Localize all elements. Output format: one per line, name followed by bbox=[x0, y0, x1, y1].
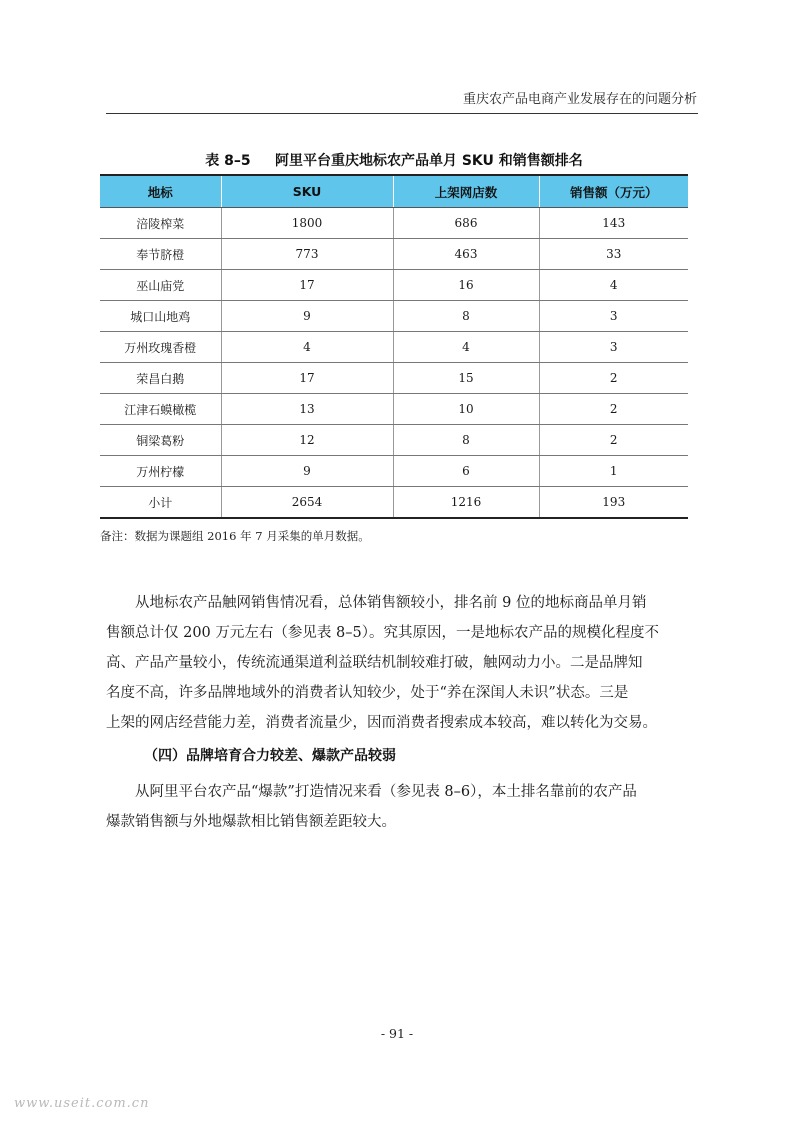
cell-sku: 4 bbox=[221, 332, 393, 363]
column-header-landmark: 地标 bbox=[100, 175, 221, 208]
table-row bbox=[100, 332, 688, 363]
cell-sales: 3 bbox=[539, 332, 688, 363]
table-row bbox=[100, 208, 688, 239]
cell-sales: 193 bbox=[539, 487, 688, 519]
paragraph-line: 爆款销售额与外地爆款相比销售额差距较大。 bbox=[106, 814, 396, 830]
section-subheading: （四）品牌培育合力较差、爆款产品较弱 bbox=[144, 748, 396, 764]
watermark-text: www.useit.com.cn bbox=[14, 1096, 150, 1111]
cell-store-count: 463 bbox=[393, 239, 539, 270]
cell-sku: 17 bbox=[221, 270, 393, 301]
cell-landmark: 小计 bbox=[100, 487, 221, 519]
cell-store-count: 16 bbox=[393, 270, 539, 301]
cell-sales: 3 bbox=[539, 301, 688, 332]
table-row bbox=[100, 270, 688, 301]
cell-landmark: 江津石蟆橄榄 bbox=[100, 394, 221, 425]
paragraph-line: 售额总计仅 200 万元左右（参见表 8–5）。究其原因，一是地标农产品的规模化程度不 bbox=[106, 625, 659, 641]
cell-store-count: 1216 bbox=[393, 487, 539, 519]
column-header-sku: SKU bbox=[221, 175, 393, 208]
table-row bbox=[100, 425, 688, 456]
table-row bbox=[100, 239, 688, 270]
cell-store-count: 10 bbox=[393, 394, 539, 425]
cell-store-count: 8 bbox=[393, 301, 539, 332]
cell-sku: 2654 bbox=[221, 487, 393, 519]
cell-sales: 2 bbox=[539, 363, 688, 394]
body-paragraph bbox=[106, 777, 698, 837]
header-divider bbox=[106, 113, 698, 114]
sku-sales-table bbox=[100, 174, 688, 519]
cell-store-count: 15 bbox=[393, 363, 539, 394]
paragraph-line: 高、产品产量较小，传统流通渠道利益联结机制较难打破，触网动力小。二是品牌知 bbox=[106, 655, 643, 671]
table-row bbox=[100, 456, 688, 487]
paragraph-line: 从地标农产品触网销售情况看，总体销售额较小，排名前 9 位的地标商品单月销 bbox=[106, 595, 647, 611]
cell-sku: 13 bbox=[221, 394, 393, 425]
cell-sku: 9 bbox=[221, 456, 393, 487]
table-total-row bbox=[100, 487, 688, 519]
cell-sales: 2 bbox=[539, 425, 688, 456]
table-caption: 表 8–5 阿里平台重庆地标农产品单月 SKU 和销售额排名 bbox=[205, 153, 583, 169]
cell-sku: 17 bbox=[221, 363, 393, 394]
table-row bbox=[100, 301, 688, 332]
cell-landmark: 奉节脐橙 bbox=[100, 239, 221, 270]
cell-sku: 1800 bbox=[221, 208, 393, 239]
cell-landmark: 万州玫瑰香橙 bbox=[100, 332, 221, 363]
page-number: - 91 - bbox=[380, 1026, 414, 1041]
cell-sales: 143 bbox=[539, 208, 688, 239]
cell-sku: 9 bbox=[221, 301, 393, 332]
cell-sku: 773 bbox=[221, 239, 393, 270]
paragraph-line: 从阿里平台农产品“爆款”打造情况来看（参见表 8–6），本土排名靠前的农产品 bbox=[106, 784, 637, 800]
column-header-store-count: 上架网店数 bbox=[393, 175, 539, 208]
column-header-sales: 销售额（万元） bbox=[539, 175, 688, 208]
cell-store-count: 6 bbox=[393, 456, 539, 487]
cell-sales: 4 bbox=[539, 270, 688, 301]
table-row bbox=[100, 394, 688, 425]
cell-landmark: 巫山庙党 bbox=[100, 270, 221, 301]
paragraph-line: 名度不高，许多品牌地域外的消费者认知较少，处于“养在深闺人未识”状态。三是 bbox=[106, 685, 629, 701]
cell-store-count: 686 bbox=[393, 208, 539, 239]
running-header-title: 重庆农产品电商产业发展存在的问题分析 bbox=[462, 92, 697, 107]
cell-store-count: 4 bbox=[393, 332, 539, 363]
cell-landmark: 万州柠檬 bbox=[100, 456, 221, 487]
cell-landmark: 荣昌白鹅 bbox=[100, 363, 221, 394]
cell-sku: 12 bbox=[221, 425, 393, 456]
cell-landmark: 城口山地鸡 bbox=[100, 301, 221, 332]
cell-sales: 2 bbox=[539, 394, 688, 425]
paragraph-line: 上架的网店经营能力差，消费者流量少，因而消费者搜索成本较高，难以转化为交易。 bbox=[106, 715, 657, 731]
cell-landmark: 铜梁葛粉 bbox=[100, 425, 221, 456]
cell-sales: 33 bbox=[539, 239, 688, 270]
cell-sales: 1 bbox=[539, 456, 688, 487]
cell-store-count: 8 bbox=[393, 425, 539, 456]
table-footnote: 备注：数据为课题组 2016 年 7 月采集的单月数据。 bbox=[100, 529, 370, 543]
body-paragraph bbox=[106, 588, 698, 738]
table-row bbox=[100, 363, 688, 394]
cell-landmark: 涪陵榨菜 bbox=[100, 208, 221, 239]
table-header-row bbox=[100, 175, 688, 208]
